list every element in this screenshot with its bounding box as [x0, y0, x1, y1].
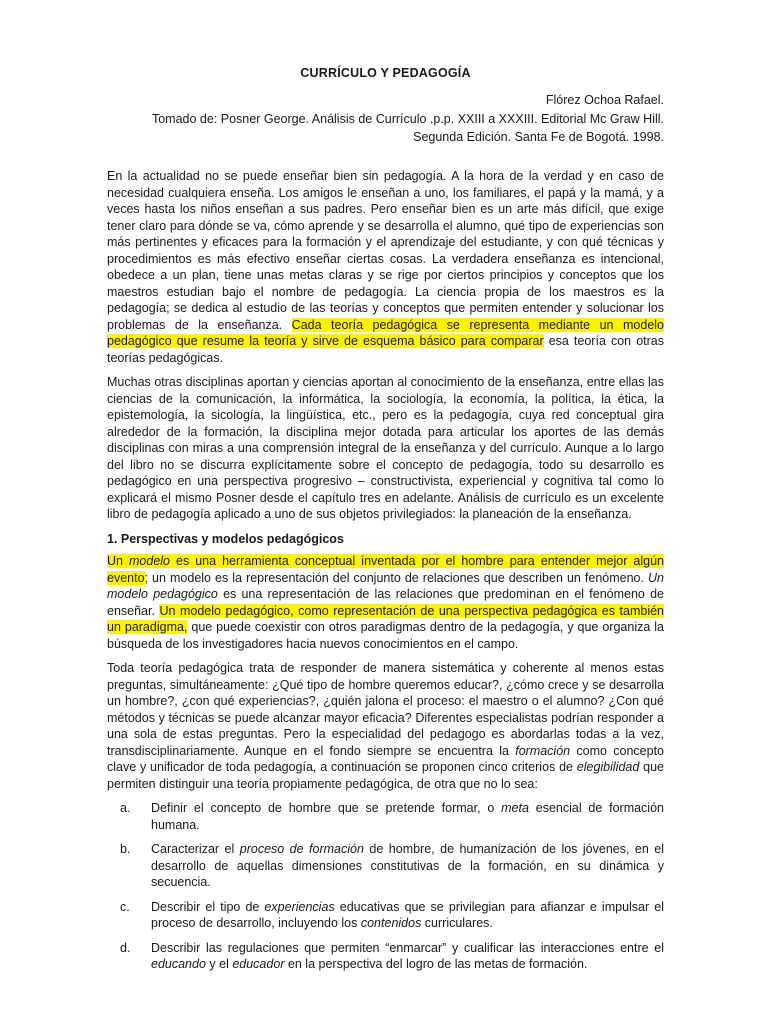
emphasis-text: experiencias — [264, 899, 335, 914]
list-text: educativas que se privilegian para afianzar e impulsar el proceso de desarrollo, incluyendo los — [151, 899, 664, 930]
source-citation — [107, 110, 664, 146]
emphasis-text: contenidos — [360, 916, 422, 930]
list-text: Definir el concepto de hombre que se pretende formar, o — [151, 801, 502, 815]
document-title: CURRÍCULO Y PEDAGOGÍA — [300, 66, 471, 80]
paragraph-questions — [107, 660, 664, 792]
list-marker: d. — [120, 940, 131, 955]
source-line-1: Tomado de: Posner George. Análisis de Currículo .p.p. XXIII a XXXIII. Editorial Mc Graw Hill. — [151, 112, 664, 126]
paragraph-text: En la actualidad no se puede enseñar bien sin pedagogía. A la hora de la verdad y en caso de necesidad cualquiera enseña. Los amigos le enseñan a uno, los familiares, el papá y la mamá, y a veces hasta los niños enseñan a sus padres. Pero enseñar bien es un arte más difícil, que exige tener claro para dónde se va, cómo aprende y se desarrolla el alumno, qué tipo de experiencias son más pertinentes y eficaces para la formación y el aprendizaje del estudiante, y con qué técnicas y procedimientos es más efectivo enseñar ciertas cosas. La verdadera enseñanza es intencional, obedece a un plan, tiene unas metas claras y se rige por ciertos principios y conceptos que los maestros estudian bajo el nombre de pedagogía. La ciencia propia de los maestros es la pedagogía; se dedica al estudio de las teorías y conceptos que permiten entender y solucionar los problemas de la enseñanza. — [107, 169, 664, 332]
section-heading: 1. Perspectivas y modelos pedagógicos — [107, 531, 344, 546]
list-text: en la perspectiva del logro de las metas de formación. — [284, 957, 588, 971]
paragraph-text: Toda teoría pedagógica trata de responder de manera sistemática y coherente al menos estas preguntas, simultáneamente: ¿Qué tipo de hombre queremos educar?, ¿cómo crece y se desarrolla un hombre?, ¿con qué experiencias?, ¿quién jalona el proceso: el maestro o el alumno? ¿Con qué métodos y técnicas se puede alcanzar mayor eficacia? Diferentes especialistas podrían responder a una sola de estas preguntas. Pero la especialidad del pedagogo es abordarlas todas a la vez, transdisciplinariamente. Aunque en el fondo siempre se encuentra la — [107, 661, 664, 758]
emphasis-text: educador — [232, 957, 285, 971]
emphasis-text: elegibilidad — [576, 760, 640, 774]
list-text: curriculares. — [421, 916, 493, 930]
highlighted-text: Cada teoría pedagógica se representa mediante un modelo pedagógico que resume la teoría y sirve de esquema básico para comparar — [107, 317, 664, 348]
list-item — [107, 800, 664, 833]
list-text: esencial de formación humana. — [151, 801, 664, 832]
emphasis-text: meta — [501, 801, 529, 815]
emphasis-text: proceso de formación — [239, 842, 364, 856]
paragraph-text: como concepto clave y unificador de toda pedagogía, a continuación se proponen cinco criterios de — [107, 743, 665, 774]
list-text: y el — [205, 957, 233, 971]
list-marker: c. — [120, 899, 130, 914]
highlight-part: es una herramienta conceptual inventada por el hombre para entender mejor algún evento — [107, 554, 664, 585]
author-line: Flórez Ochoa Rafael. — [545, 93, 664, 107]
paragraph-text: que permiten distinguir una teoría propiamente pedagógica, de otra que no lo sea: — [107, 760, 664, 791]
list-text: Describir el tipo de — [151, 899, 265, 914]
list-item — [107, 899, 664, 932]
paragraph-intro — [107, 168, 664, 366]
paragraph-text: esa teoría con otras teorías pedagógicas. — [107, 334, 664, 365]
list-marker: a. — [120, 801, 131, 815]
list-text: Caracterizar el — [151, 842, 240, 856]
list-marker: b. — [120, 842, 131, 856]
list-text: de hombre, de humanización de los jóvenes, en el desarrollo de aquellas dimensiones constitutivas de la formación, en su dinámica y secuencia. — [151, 842, 665, 889]
paragraph-text: que puede coexistir con otros paradigmas dentro de la pedagogía, y que organiza la búsqueda de los investigadores hacia nuevos conocimientos en el campo. — [107, 620, 664, 651]
highlight-part: Un — [107, 554, 129, 568]
emphasis-text: modelo — [129, 554, 170, 568]
paragraph-text: ; un modelo es la representación del conjunto de relaciones que describen un fenómeno. — [144, 570, 649, 585]
emphasis-text: educando — [151, 957, 206, 971]
criteria-list — [107, 800, 664, 973]
paragraph-model-definition — [107, 553, 664, 652]
emphasis-text: Un modelo pedagógico — [107, 570, 664, 601]
paragraph-text: es una representación de las relaciones que predominan en el fenómeno de enseñar. — [107, 587, 664, 618]
paragraph-disciplines: Muchas otras disciplinas aportan y ciencias aportan al conocimiento de la enseñanza, entre ellas las ciencias de la comunicación, la informática, la sociología, la economía, la política, la ética, la epistemología, la sicología, la lingüística, etc., pero es la pedagogía, cuya red conceptual gira alrededor de la formación, la disciplina mejor dotada para articular los aportes de las demás disciplinas con miras a una comprensión integral de la enseñanza y del currículo. Aunque a lo largo del libro no se discurra explícitamente sobre el concepto de pedagogía, todo su desarrollo es pedagógico en una perspectiva progresivo – constructivista, experiencial y cognitiva tal como lo explicará el mismo Posner desde el capítulo tres en adelante. Análisis de currículo es un excelente libro de pedagogía aplicado a uno de sus objetos privilegiados: la planeación de la enseñanza. — [107, 375, 664, 521]
source-line-2: Segunda Edición. Santa Fe de Bogotá. 1998. — [413, 130, 664, 144]
highlighted-text: Un modelo pedagógico, como representación de una perspectiva pedagógica es también un paradigma, — [107, 603, 664, 634]
list-text: Describir las regulaciones que permiten “enmarcar” y cualificar las interacciones entre el — [151, 940, 664, 955]
list-item — [107, 841, 664, 891]
list-item — [107, 940, 664, 973]
emphasis-text: formación — [515, 743, 571, 758]
